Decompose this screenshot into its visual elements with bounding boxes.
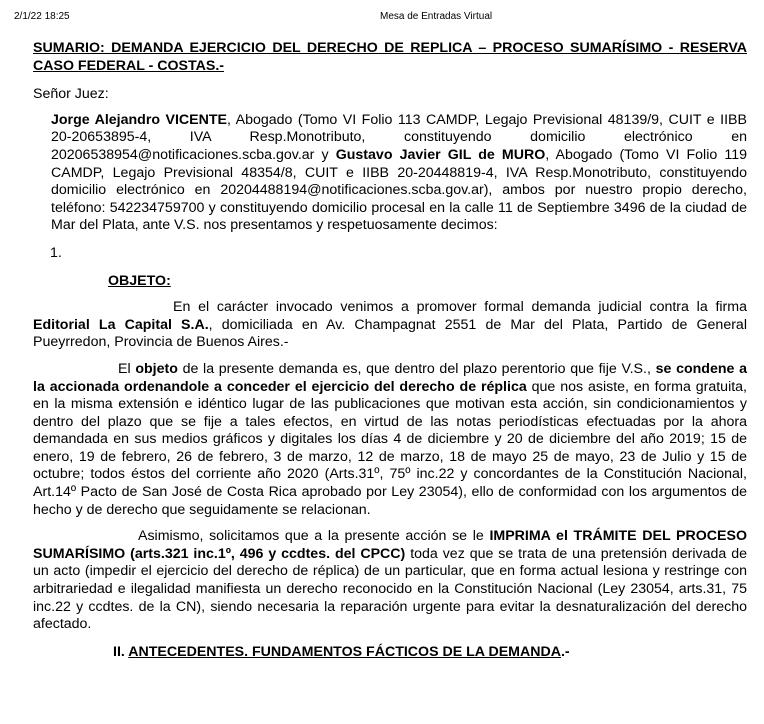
condena-bold-1: objeto <box>135 360 178 377</box>
lawyer-name-1: Jorge Alejandro VICENTE <box>51 111 227 128</box>
condena-text-1: El <box>118 360 136 377</box>
sumarisimo-bold: IMPRIMA el TRÁMITE DEL PROCESO SUMARÍSIMO (arts.321 inc.1º, 496 y ccdtes. del CPCC) <box>33 528 747 562</box>
condena-text-2: de la presente demanda es, que dentro del plazo perentorio que fije V.S., <box>177 360 656 377</box>
section-ii-prefix: II. <box>113 643 129 660</box>
sumarisimo-text-1: Asimismo, solicitamos que a la presente acción se le <box>138 528 490 545</box>
print-datetime: 2/1/22 18:25 <box>14 11 70 22</box>
sumarisimo-text-2: toda vez que se trata de una pretensión derivada de un acto (impedir el ejercicio del derecho de réplica) de un particular, que en forma actual lesiona y restringe con arbitrariedad e ilegalidad manifiesta un derecho reconocido en la Constitución Nacional (Ley 23054, arts.31, 75 inc.22 y ccdtes. de la CN), siendo necesaria la reparación urgente para evitar la desnaturalización del derecho afectado. <box>33 545 748 633</box>
objeto-heading: OBJETO: <box>108 272 171 289</box>
company-name: Editorial La Capital S.A. <box>33 316 209 333</box>
document-body <box>33 40 747 661</box>
condena-bold-2: se condene a la accionada ordenandole a conceder el ejercicio del derecho de réplica <box>33 360 747 395</box>
greeting: Señor Juez: <box>33 86 109 103</box>
intro-text-2: , Abogado (Tomo VI Folio 119 CAMDP, Legajo Previsional 48354/8, CUIT e IIBB 20-20448819-4, IVA Resp.Monotributo, constituyendo domicilio electrónico en 20204488194@notificaciones.scba.gov.ar), ambos por nuestro propio derecho, teléfono: 542234759700 y constituyendo domicilio procesal en la calle 11 de Septiembre 3496 de la ciudad de Mar del Plata, ante V.S. nos presentamos y respetuosamente decimos: <box>51 146 747 234</box>
objeto-text-1: En el carácter invocado venimos a promover formal demanda judicial contra la firma <box>173 299 747 316</box>
lawyer-name-2: Gustavo Javier GIL de MURO <box>335 146 546 163</box>
section-ii-suffix: .- <box>560 643 570 660</box>
list-number: 1. <box>50 244 62 261</box>
site-title: Mesa de Entradas Virtual <box>380 11 493 22</box>
objeto-text-2: , domiciliada en Av. Champagnat 2551 de Mar del Plata, Partido de General Pueyrredon, Provincia de Buenos Aires.- <box>33 316 747 351</box>
sumario-heading: SUMARIO: DEMANDA EJERCICIO DEL DERECHO DE REPLICA – PROCESO SUMARÍSIMO - RESERVA CASO FEDERAL - COSTAS.- <box>33 40 747 74</box>
condena-text-3: que nos asiste, en forma gratuita, en la misma extensión e idéntico lugar de las publicaciones que motivan esta acción, sin condicionamientos y dentro del plazo que se fije a tales efectos, en virtud de las notas periodísticas efectuadas por la ahora demandada en sus medios gráficos y digitales los días 4 de diciembre y 20 de diciembre del año 2019; 15 de enero, 19 de febrero, 26 de febrero, 3 de marzo, 12 de marzo, 18 de mayo 25 de mayo, 23 de Julio y 15 de octubre; todos éstos del corriente año 2020 (Arts.31º, 75º inc.22 y concordantes de la Constitución Nacional, Art.14º Pacto de San José de Costa Rica aprobado por Ley 23054), ello de conformidad con los argumentos de hecho y de derecho que seguidamente se relacionan. <box>33 378 747 518</box>
sumarisimo-paragraph <box>33 528 747 634</box>
intro-paragraph <box>51 112 747 235</box>
section-ii-title: ANTECEDENTES. FUNDAMENTOS FÁCTICOS DE LA DEMANDA <box>128 643 561 660</box>
condena-paragraph <box>33 361 747 519</box>
objeto-paragraph <box>33 299 747 352</box>
section-ii-heading <box>113 644 747 662</box>
intro-text-1: , Abogado (Tomo VI Folio 113 CAMDP, Legajo Previsional 48139/9, CUIT e IIBB 20-20653895-4, IVA Resp.Monotributo, constituyendo domicilio electrónico en 20206538954@notificaciones.scba.gov.ar y <box>51 111 747 163</box>
